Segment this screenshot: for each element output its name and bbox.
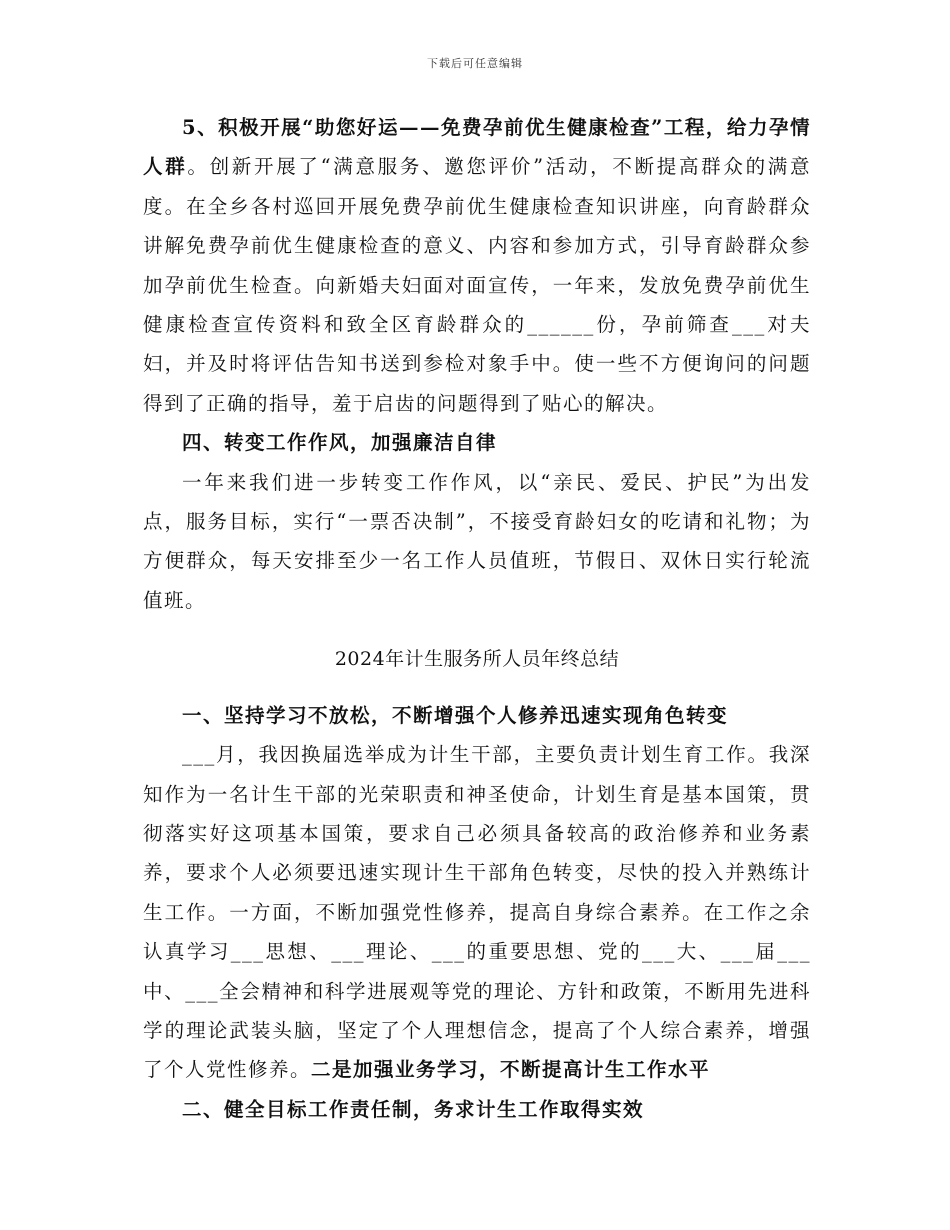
part-1-bold-tail: 二是加强业务学习，不断提高计生工作水平 <box>311 1058 711 1082</box>
item-5-heading: 5、积极开展“助您好运——免费孕前优生健康检查”工程，给力孕情人群 <box>143 116 811 179</box>
item-5-text: 。创新开展了“满意服务、邀您评价”活动，不断提高群众的满意度。在全乡各村巡回开展免费孕前优生健康检查知识讲座，向育龄群众讲解免费孕前优生健康检查的意义、内容和参加方式，引导育龄群众参加孕前优生检查。向新婚夫妇面对面宣传，一年来，发放免费孕前优生健康检查宣传资料和致全区育龄群众的______份，孕前筛查___对夫妇，并及时将评估告知书送到参检对象手中。使一些不方便询问的问题得到了正确的指导，羞于启齿的问题得到了贴心的解决。 <box>143 155 811 415</box>
part-1-text <box>143 735 811 1090</box>
document-body <box>143 108 811 1129</box>
section-4-heading: 四、转变工作作风，加强廉洁自律 <box>182 431 498 455</box>
part-2-heading: 二、健全目标工作责任制，务求计生工作取得实效 <box>182 1097 645 1121</box>
page-header: 下载后可任意编辑 <box>427 57 523 70</box>
paragraph-pregnancy-check <box>143 108 811 423</box>
section-4-text: 一年来我们进一步转变工作作风，以“亲民、爱民、护民”为出发点，服务目标，实行“一票否决制”，不接受育龄妇女的吃请和礼物；为方便群众，每天安排至少一名工作人员值班，节假日、双休日实行轮流值班。 <box>143 470 811 612</box>
part-1-body: ___月，我因换届选举成为计生干部，主要负责计划生育工作。我深知作为一名计生干部的光荣职责和神圣使命，计划生育是基本国策，贯彻落实好这项基本国策，要求自己必须具备较高的政治修养和业务素养，要求个人必须要迅速实现计生干部角色转变，尽快的投入并熟练计生工作。一方面，不断加强党性修养，提高自身综合素养。在工作之余认真学习___思想、___理论、___的重要思想、党的___大、___届___中、___全会精神和科学进展观等党的理论、方针和政策，不断用先进科学的理论武装头脑，坚定了个人理想信念，提高了个人综合素养，增强了个人党性修养。 <box>143 743 811 1082</box>
document-title: 2024年计生服务所人员年终总结 <box>334 648 620 671</box>
part-1-heading: 一、坚持学习不放松，不断增强个人修养迅速实现角色转变 <box>182 703 729 727</box>
